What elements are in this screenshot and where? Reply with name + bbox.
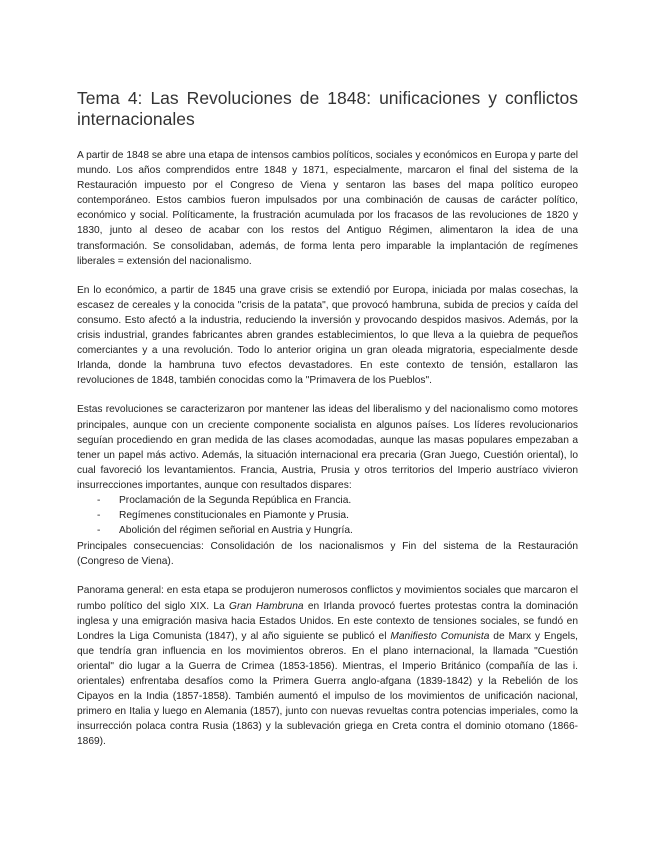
overview-text-c: de Marx y Engels, que tendría gran influencia en los movimientos obreros. En el plano internacional, la llamada "Cuestión oriental" dio lugar a la Guerra de Crimea (1853-1856). Mientras, el Imperio Británico (compañía de las i. orientales) enfrentaba desafíos como la Primera Guerra anglo-afgana (1839-1842) y la Rebelión de los Cipayos en la India (1857-1858). También aumentó el impulso de los movimientos de unificación nacional, primero en Italia y luego en Alemania (1857), junto con nuevas revueltas contra potencias imperiales, como la insurrección polaca contra Rusia (1863) y la sublevación griega en Creta contra el dominio otomano (1866-1869). — [77, 630, 578, 748]
document-title: Tema 4: Las Revoluciones de 1848: unificaciones y conflictos internacionales — [77, 88, 578, 129]
overview-text-a: Panorama general: en esta etapa se produjeron numerosos conflictos y movimientos sociales que marcaron el rumbo político del siglo XIX. La — [77, 585, 578, 612]
paragraph-intro: A partir de 1848 se abre una etapa de intensos cambios políticos, sociales y económicos en Europa y parte del mundo. Los años comprendidos entre 1848 y 1871, especialmente, marcaron el final del sistema de la Restauración impuesto por el Congreso de Viena y sentaron las bases del mapa político europeo contemporáneo. Estos cambios fueron impulsados por una combinación de causas de carácter político, económico y social. Políticamente, la frustración acumulada por los fracasos de las revoluciones de 1820 y 1830, junto al deseo de acabar con los restos del Antiguo Régimen, alimentaron la idea de una transformación. Se consolidaban, además, de forma lenta pero imparable la implantación de regímenes liberales = extensión del nacionalismo. — [77, 150, 578, 267]
paragraph-revolutions: Estas revoluciones se caracterizaron por mantener las ideas del liberalismo y del nacionalismo como motores principales, aunque con un creciente componente socialista en algunos países. Los líderes revolucionarios seguían procediendo en gran medida de las clases acomodadas, aunque las masas populares empezaban a tener un papel más activo. Además, la situación internacional era precaria (Gran Juego, Cuestión oriental), lo cual favoreció los levantamientos. Francia, Austria, Prusia y otros territorios del Imperio austríaco vivieron insurrecciones importantes, aunque con resultados dispares: — [77, 404, 578, 491]
results-list — [77, 493, 578, 538]
paragraph-overview — [77, 583, 578, 749]
manifiesto-term: Manifiesto Comunista — [390, 630, 490, 642]
list-item: - Proclamación de la Segunda República en Francia. — [97, 493, 578, 508]
paragraph-economy: En lo económico, a partir de 1845 una grave crisis se extendió por Europa, iniciada por malas cosechas, la escasez de cereales y la conocida "crisis de la patata", que provocó hambruna, subida de precios y caída del consumo. Esto afectó a la industria, reduciendo la inversión y provocando despidos masivos. Además, por la crisis industrial, grandes fabricantes abren grandes establecimientos, lo que lleva a la quiebra de pequeños comerciantes y a una revolución. Todo lo anterior origina un gran oleada migratoria, especialmente desde Irlanda, donde la hambruna tuvo efectos devastadores. En este contexto de tensión, estallaron las revoluciones de 1848, también conocidas como la "Primavera de los Pueblos". — [77, 284, 578, 387]
list-item: - Regímenes constitucionales en Piamonte y Prusia. — [97, 508, 578, 523]
gran-hambruna-term: Gran Hambruna — [229, 600, 304, 612]
list-item: - Abolición del régimen señorial en Austria y Hungría. — [97, 523, 578, 538]
overview-text-b: en Irlanda provocó fuertes protestas contra la dominación inglesa y una emigración masiva hacia Estados Unidos. En este contexto de tensiones sociales, se fundó en Londres la Liga Comunista (1847), y al año siguiente se publicó el — [77, 600, 578, 642]
paragraph-consequences: Principales consecuencias: Consolidación de los nacionalismos y Fin del sistema de la Restauración (Congreso de Viena). — [77, 541, 578, 568]
